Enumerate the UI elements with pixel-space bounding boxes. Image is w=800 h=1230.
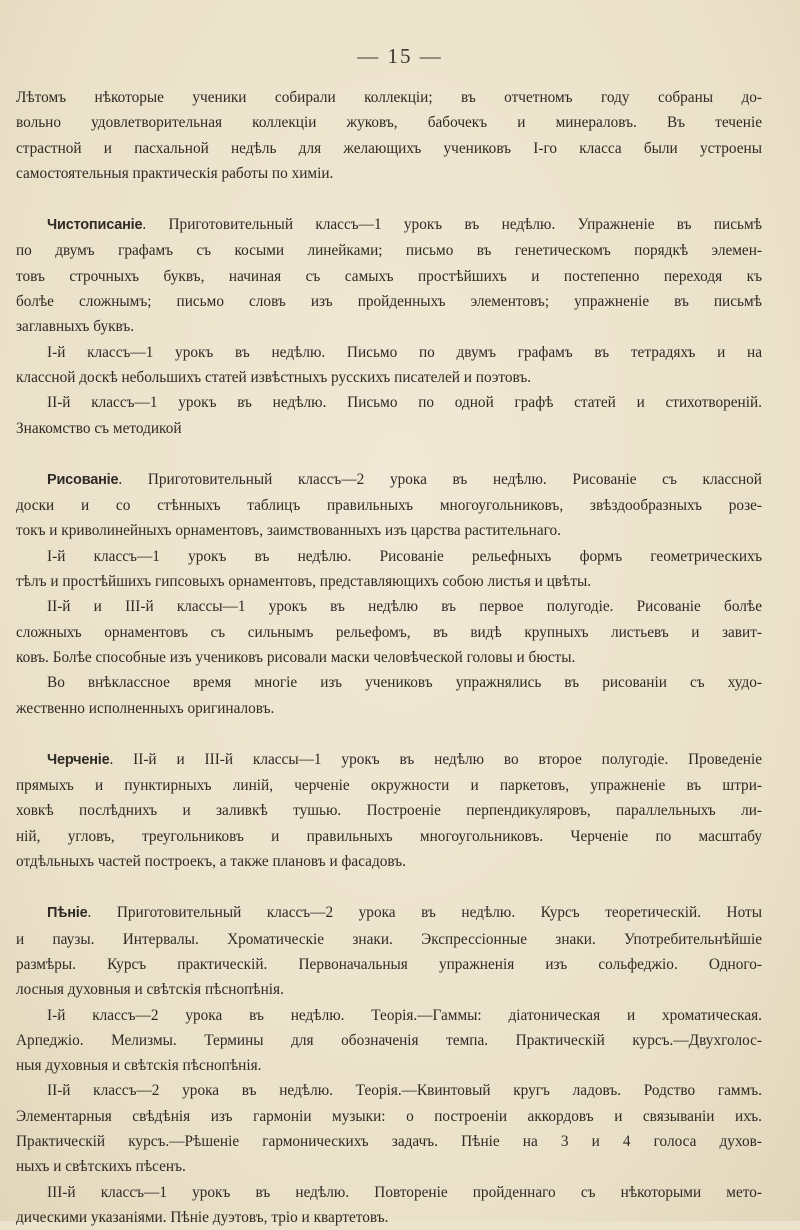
paragraph xyxy=(16,1180,762,1230)
text-line: II-й классъ—2 урока въ недѣлю. Теорія.—Квинтовый кругъ ладовъ. Родство гаммъ. xyxy=(47,1082,762,1100)
section xyxy=(16,747,762,874)
text-line: вольно удовлетворительная коллекціи жуковъ, бабочекъ и минераловъ. Въ теченіе xyxy=(16,114,762,132)
section-heading: Пѣніе xyxy=(47,905,88,922)
text-line: дическими указаніями. Пѣніе дуэтовъ, тріо и квартетовъ. xyxy=(16,1208,389,1226)
text-line: размѣры. Курсъ практическій. Первоначальныя упражненія изъ сольфеджіо. Одного- xyxy=(16,955,762,973)
text-line: товъ строчныхъ буквъ, начиная съ самыхъ простѣйшихъ и постепенно переходя къ xyxy=(16,267,762,285)
text-line: ныя духовныя и свѣтскія пѣснопѣнія. xyxy=(16,1057,262,1075)
text-line: I-й классъ—2 урока въ недѣлю. Теорія.—Гаммы: діатоническая и хроматическая. xyxy=(47,1006,762,1024)
section xyxy=(16,85,762,186)
section xyxy=(16,467,762,721)
text-line: II-й классъ—1 урокъ въ недѣлю. Письмо по одной графѣ статей и стихотвореній. xyxy=(47,394,762,412)
paragraph xyxy=(16,900,762,1002)
text-line: ховкѣ послѣднихъ и заливкѣ тушью. Построеніе перпендикуляровъ, параллельныхъ ли- xyxy=(16,802,762,820)
section xyxy=(16,900,762,1230)
text-line: токъ и криволинейныхъ орнаментовъ, заимствованныхъ изъ царства растительнаго. xyxy=(16,522,562,540)
section-gap xyxy=(16,874,762,900)
paragraph xyxy=(16,594,762,670)
line-text: . Приготовительный классъ—2 урока въ недѣлю. Курсъ теоретическій. Ноты xyxy=(87,904,762,922)
paragraph xyxy=(16,467,762,544)
text-line: по двумъ графамъ съ косыми линейками; письмо въ генетическомъ порядкѣ элемен- xyxy=(16,242,762,260)
text-line: Во внѣклассное время многіе изъ учениковъ упражнялись въ рисованіи съ худо- xyxy=(47,674,762,692)
text-line: заглавныхъ буквъ. xyxy=(16,318,135,336)
paragraph xyxy=(16,212,762,339)
paragraph xyxy=(16,85,762,186)
line-text: . Приготовительный классъ—2 урока въ недѣлю. Рисованіе съ классной xyxy=(118,470,762,488)
text-line xyxy=(16,467,762,493)
text-line: тѣлъ и простѣйшихъ гипсовыхъ орнаментовъ, представляющихъ собою листья и цвѣты. xyxy=(16,573,592,591)
paragraph xyxy=(16,1003,762,1079)
text-line: самостоятельныя практическія работы по химіи. xyxy=(16,164,334,182)
section-gap xyxy=(16,441,762,467)
text-line: Знакомство съ методикой xyxy=(16,419,182,437)
text-line: I-й классъ—1 урокъ въ недѣлю. Письмо по двумъ графамъ въ тетрадяхъ и на xyxy=(47,343,762,361)
paragraph xyxy=(16,1078,762,1179)
text-line: Арпеджіо. Мелизмы. Термины для обозначенія темпа. Практическій курсъ.—Двухголос- xyxy=(16,1031,762,1049)
text-line: страстной и пасхальной недѣль для желающихъ учениковъ I-го класса были устроены xyxy=(16,139,762,157)
text-line: Практическій курсъ.—Рѣшеніе гармоническихъ задачъ. Пѣніе на 3 и 4 голоса духов- xyxy=(16,1132,762,1150)
text-line: Элементарныя свѣдѣнія изъ гармоніи музыки: о построеніи аккордовъ и связываніи ихъ. xyxy=(16,1107,762,1125)
text-line: лосныя духовныя и свѣтскія пѣснопѣнія. xyxy=(16,981,284,999)
text-line: I-й классъ—1 урокъ въ недѣлю. Рисованіе рельефныхъ формъ геометрическихъ xyxy=(47,547,762,565)
line-text: . II-й и III-й классы—1 урокъ въ недѣлю во второе полугодіе. Проведеніе xyxy=(109,750,762,768)
section xyxy=(16,212,762,441)
section-heading: Черченіе xyxy=(47,751,110,768)
text-line: жественно исполненныхъ оригиналовъ. xyxy=(16,699,275,717)
paragraph xyxy=(16,670,762,721)
section-heading: Рисованіе xyxy=(47,471,119,488)
text-line xyxy=(16,900,762,926)
text-line: и паузы. Интервалы. Хроматическіе знаки. Экспрессіонные знаки. Употребительнѣйшіе xyxy=(16,930,762,948)
text-line: ній, угловъ, треугольниковъ и правильныхъ многоугольниковъ. Черченіе по масштабу xyxy=(16,827,762,845)
text-line: Лѣтомъ нѣкоторые ученики собирали коллекціи; въ отчетномъ году собраны до- xyxy=(16,89,762,106)
text-line xyxy=(16,747,762,773)
text-line: III-й классъ—1 урокъ въ недѣлю. Повтореніе пройденнаго съ нѣкоторыми мето- xyxy=(47,1183,762,1201)
line-text: . Приготовительный классъ—1 урокъ въ недѣлю. Упражненіе въ письмѣ xyxy=(142,216,762,234)
text-line: ныхъ и свѣтскихъ пѣсенъ. xyxy=(16,1158,186,1176)
paragraph xyxy=(16,340,762,391)
paragraph xyxy=(16,390,762,441)
paragraph xyxy=(16,747,762,874)
section-heading: Чистописаніе xyxy=(47,217,143,234)
section-gap xyxy=(16,186,762,212)
text-line: II-й и III-й классы—1 урокъ въ недѣлю въ первое полугодіе. Рисованіе болѣе xyxy=(47,598,762,616)
text-line: сложныхъ орнаментовъ съ сильнымъ рельефомъ, въ видѣ крупныхъ листьевъ и завит- xyxy=(16,623,762,641)
section-gap xyxy=(16,721,762,747)
page-body xyxy=(16,85,762,1230)
paragraph xyxy=(16,544,762,595)
text-line: отдѣльныхъ частей построекъ, а также плановъ и фасадовъ. xyxy=(16,853,406,871)
text-line: доски и со стѣнныхъ таблицъ правильныхъ многоугольниковъ, звѣздообразныхъ розе- xyxy=(16,497,762,515)
text-line xyxy=(16,212,762,238)
page-number: — 15 — xyxy=(357,44,443,68)
text-line: болѣе сложнымъ; письмо словъ изъ пройденныхъ элементовъ; упражненіе въ письмѣ xyxy=(16,293,762,311)
text-line: прямыхъ и пунктирныхъ линій, черченіе окружности и паркетовъ, упражненіе въ штри- xyxy=(16,777,762,795)
text-line: ковъ. Болѣе способные изъ учениковъ рисовали маски человѣческой головы и бюсты. xyxy=(16,648,576,666)
text-line: классной доскѣ небольшихъ статей извѣстныхъ русскихъ писателей и поэтовъ. xyxy=(16,368,532,386)
